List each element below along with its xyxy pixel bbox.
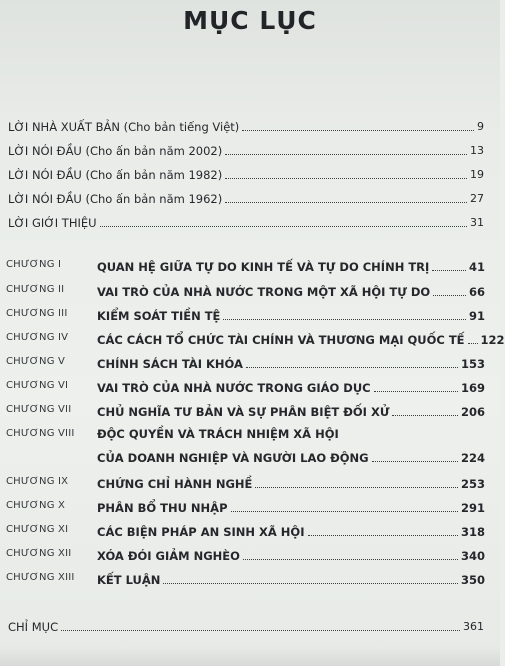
chapter-title: CHỨNG CHỈ HÀNH NGHỀ xyxy=(97,477,253,491)
toc-entry-chapter-12 xyxy=(97,545,485,563)
chapter-page: 153 xyxy=(460,357,485,371)
chapter-page: 91 xyxy=(468,309,485,323)
dot-leader xyxy=(374,391,458,392)
chapter-number: CHƯƠNG VI xyxy=(6,380,69,391)
chapter-title: CHÍNH SÁCH TÀI KHÓA xyxy=(97,357,243,371)
toc-entry-label: LỜI NHÀ XUẤT BẢN (Cho bản tiếng Việt) xyxy=(8,120,240,134)
dot-leader xyxy=(163,583,458,584)
toc-entry-page: 31 xyxy=(470,216,484,229)
toc-entry-page: 13 xyxy=(470,144,484,157)
chapter-title: KẾT LUẬN xyxy=(97,573,161,587)
chapter-page: 253 xyxy=(460,477,485,491)
chapter-page: 318 xyxy=(460,525,485,539)
toc-entry-chapter-5 xyxy=(97,353,485,371)
dot-leader xyxy=(225,202,467,203)
dot-leader xyxy=(255,487,458,488)
toc-entry-label: LỜI NÓI ĐẦU (Cho ấn bản năm 1982) xyxy=(8,168,223,182)
toc-entry-preface-2002 xyxy=(8,140,484,158)
chapter-page: 350 xyxy=(460,573,485,587)
toc-entry-index xyxy=(8,616,484,634)
chapter-number: CHƯƠNG II xyxy=(6,284,65,295)
chapter-number: CHƯƠNG VII xyxy=(6,404,72,415)
chapter-page: 206 xyxy=(460,405,485,419)
chapter-title-line1: ĐỘC QUYỀN VÀ TRÁCH NHIỆM XÃ HỘI xyxy=(97,427,339,441)
bleed-through-text xyxy=(205,32,365,72)
chapter-title: VAI TRÒ CỦA NHÀ NƯỚC TRONG GIÁO DỤC xyxy=(97,381,371,395)
toc-entry-page: 361 xyxy=(463,620,484,633)
chapter-number: CHƯƠNG X xyxy=(6,500,66,511)
chapter-number: CHƯƠNG XIII xyxy=(6,572,75,583)
chapter-page: 291 xyxy=(460,501,485,515)
toc-entry-page: 19 xyxy=(470,168,484,181)
toc-entry-chapter-4 xyxy=(97,329,505,347)
dot-leader xyxy=(223,319,466,320)
dot-leader xyxy=(468,343,478,344)
toc-entry-preface-1962 xyxy=(8,188,484,206)
chapter-number: CHƯƠNG XII xyxy=(6,548,72,559)
toc-entry-page: 27 xyxy=(470,192,484,205)
toc-entry-preface-1982 xyxy=(8,164,484,182)
chapter-number: CHƯƠNG V xyxy=(6,356,66,367)
chapter-number: CHƯƠNG III xyxy=(6,308,68,319)
toc-entry-chapter-3 xyxy=(97,305,485,323)
toc-entry-chapter-11 xyxy=(97,521,485,539)
toc-entry-chapter-8 xyxy=(97,447,485,465)
chapter-title: XÓA ĐÓI GIẢM NGHÈO xyxy=(97,549,240,563)
toc-entry-chapter-2 xyxy=(97,281,485,299)
chapter-number: CHƯƠNG VIII xyxy=(6,428,75,439)
dot-leader xyxy=(100,226,467,227)
chapter-page: 122 xyxy=(480,333,505,347)
toc-entry-label: LỜI NÓI ĐẦU (Cho ấn bản năm 2002) xyxy=(8,144,223,158)
dot-leader xyxy=(225,154,467,155)
dot-leader xyxy=(243,559,458,560)
chapter-title: QUAN HỆ GIỮA TỰ DO KINH TẾ VÀ TỰ DO CHÍNH TRỊ xyxy=(97,260,430,274)
chapter-number: CHƯƠNG XI xyxy=(6,524,69,535)
chapter-title: PHÂN BỔ THU NHẬP xyxy=(97,501,228,515)
chapter-title: KIỂM SOÁT TIỀN TỆ xyxy=(97,309,221,323)
toc-entry-label: LỜI GIỚI THIỆU xyxy=(8,216,97,230)
chapter-title: CHỦ NGHĨA TƯ BẢN VÀ SỰ PHÂN BIỆT ĐỐI XỬ xyxy=(97,405,390,419)
dot-leader xyxy=(392,415,458,416)
toc-entry-label: CHỈ MỤC xyxy=(8,620,59,634)
toc-entry-chapter-13 xyxy=(97,569,485,587)
dot-leader xyxy=(308,535,458,536)
page-edge-shadow xyxy=(0,646,500,666)
chapter-number: CHƯƠNG IV xyxy=(6,332,69,343)
toc-entry-label: LỜI NÓI ĐẦU (Cho ấn bản năm 1962) xyxy=(8,192,223,206)
toc-entry-chapter-6 xyxy=(97,377,485,395)
dot-leader xyxy=(246,367,458,368)
chapter-title: VAI TRÒ CỦA NHÀ NƯỚC TRONG MỘT XÃ HỘI TỰ DO xyxy=(97,285,431,299)
chapter-page: 340 xyxy=(460,549,485,563)
dot-leader xyxy=(231,511,458,512)
dot-leader xyxy=(61,630,460,631)
toc-entry-chapter-1 xyxy=(97,256,485,274)
chapter-number: CHƯƠNG IX xyxy=(6,476,69,487)
chapter-title: CỦA DOANH NGHIỆP VÀ NGƯỜI LAO ĐỘNG xyxy=(97,451,369,465)
toc-entry-publisher-note xyxy=(8,116,484,134)
toc-entry-chapter-9 xyxy=(97,473,485,491)
dot-leader xyxy=(433,295,466,296)
chapter-page: 66 xyxy=(468,285,485,299)
toc-entry-chapter-7 xyxy=(97,401,485,419)
chapter-page: 224 xyxy=(460,451,485,465)
dot-leader xyxy=(372,461,458,462)
chapter-title: CÁC CÁCH TỔ CHỨC TÀI CHÍNH VÀ THƯƠNG MẠI QUỐC TẾ xyxy=(97,333,465,347)
page-title: MỤC LỤC xyxy=(183,6,317,35)
dot-leader xyxy=(225,178,467,179)
chapter-number: CHƯƠNG I xyxy=(6,259,62,270)
chapter-page: 169 xyxy=(460,381,485,395)
toc-entry-chapter-10 xyxy=(97,497,485,515)
toc-entry-page: 9 xyxy=(477,120,484,133)
chapter-title: CÁC BIỆN PHÁP AN SINH XÃ HỘI xyxy=(97,525,305,539)
dot-leader xyxy=(242,130,474,131)
dot-leader xyxy=(432,270,466,271)
toc-entry-introduction xyxy=(8,212,484,230)
chapter-page: 41 xyxy=(468,260,485,274)
